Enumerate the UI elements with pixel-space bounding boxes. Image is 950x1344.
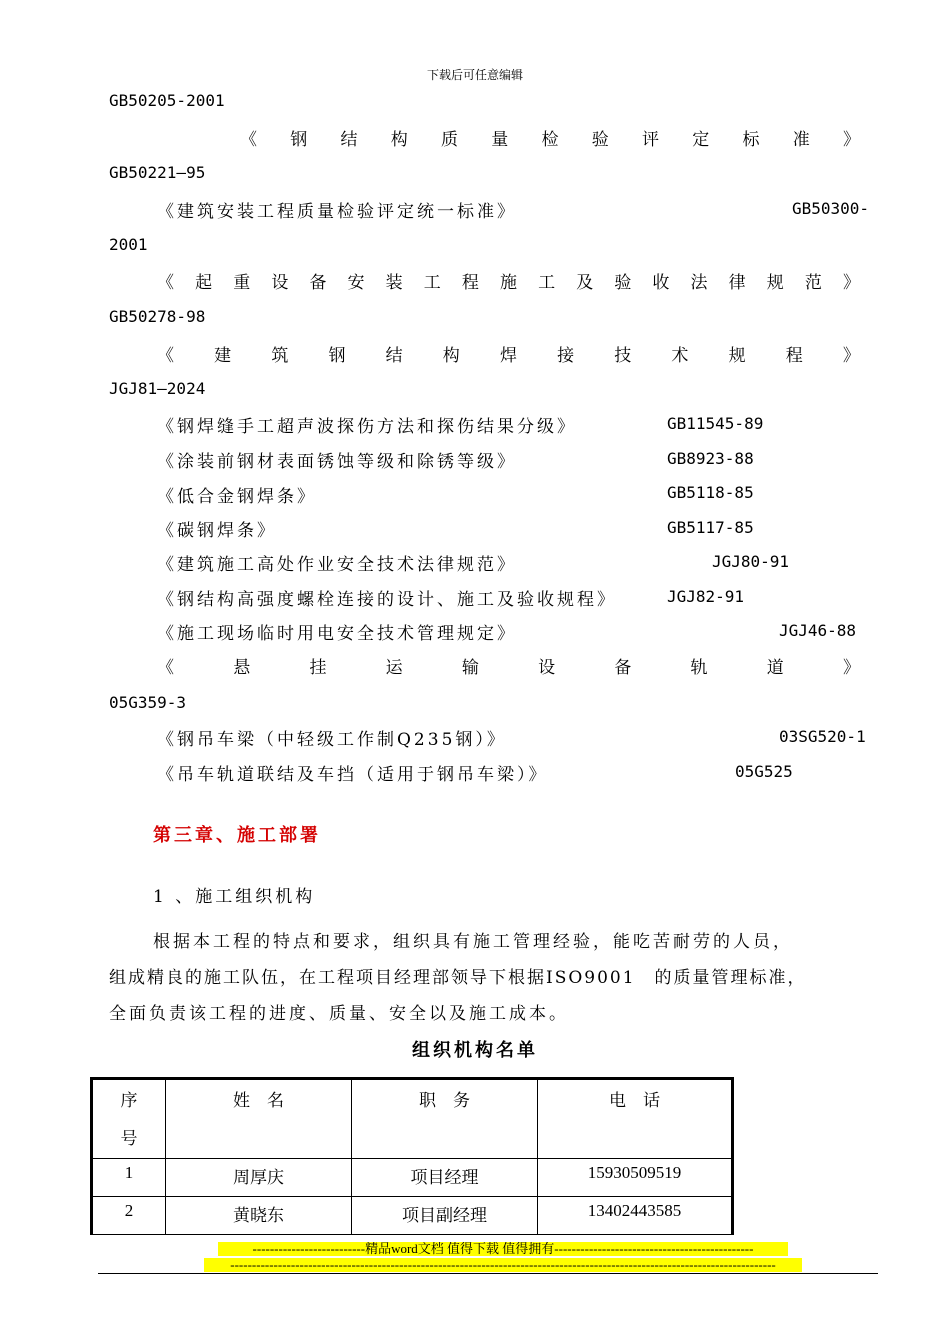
title-char: 评 [642, 130, 659, 150]
title-char: 备 [309, 273, 327, 293]
title-char: 装 [385, 273, 403, 293]
cell-name: 黄晓东 [166, 1197, 352, 1235]
ref-list-title: 《低合金钢焊条》 [157, 487, 317, 507]
title-char: 构 [390, 130, 408, 150]
ref-code-2b: 2001 [109, 235, 148, 254]
cell-name: 周厚庆 [166, 1159, 352, 1197]
title-char: 筑 [271, 346, 289, 366]
title-char: 钢 [290, 130, 308, 150]
title-char: 备 [614, 658, 632, 678]
ref-list-title: 《碳钢焊条》 [157, 521, 277, 541]
title-char: 悬 [233, 658, 251, 678]
title-char: 程 [461, 273, 479, 293]
title-char: 准 [792, 130, 810, 150]
title-char: 运 [385, 658, 403, 678]
header-name: 姓 名 [166, 1079, 352, 1159]
section-heading: 1 、施工组织机构 [153, 887, 316, 907]
header-seq-line-1: 序 [120, 1091, 138, 1111]
title-char: 《 [157, 658, 174, 678]
ref-title-1 [240, 125, 860, 150]
title-char: 律 [728, 273, 746, 293]
ref-title-5 [157, 653, 860, 678]
title-char: 规 [766, 273, 784, 293]
ref-code-0: GB50205-2001 [109, 91, 225, 110]
title-char: 工 [538, 273, 556, 293]
title-char: 验 [591, 130, 609, 150]
cell-seq: 2 [92, 1197, 166, 1235]
title-char: 接 [557, 346, 575, 366]
title-char: 输 [461, 658, 479, 678]
ref-code-3: GB50278-98 [109, 307, 206, 326]
organization-table [90, 1077, 734, 1235]
title-char: 法 [690, 273, 708, 293]
title-char: 钢 [328, 346, 346, 366]
body-paragraph-line-2: 组成精良的施工队伍，在工程项目经理部领导下根据ISO9001 的质量管理标准， [109, 968, 807, 988]
title-char: 范 [804, 273, 822, 293]
title-char: 》 [843, 130, 860, 150]
title-char: 工 [423, 273, 441, 293]
cell-seq: 1 [92, 1159, 166, 1197]
title-char: 收 [652, 273, 670, 293]
title-char: 技 [614, 346, 632, 366]
cell-role: 项目副经理 [352, 1197, 538, 1235]
title-char: 《 [240, 130, 257, 150]
ref-list-code: GB5118-85 [667, 483, 754, 502]
table-title: 组织机构名单 [412, 1040, 538, 1061]
title-char: 设 [271, 273, 289, 293]
title-char: 构 [442, 346, 460, 366]
title-char: 施 [499, 273, 517, 293]
title-char: 轨 [690, 658, 708, 678]
ref-list-title: 《建筑施工高处作业安全技术法律规范》 [157, 555, 517, 575]
title-char: 》 [842, 346, 860, 366]
ref-list-title: 《钢结构高强度螺栓连接的设计、施工及验收规程》 [157, 590, 617, 610]
header-seq [92, 1079, 166, 1159]
header-role: 职 务 [352, 1079, 538, 1159]
ref-list-code: JGJ80-91 [712, 552, 790, 571]
ref-list-title: 《涂装前钢材表面锈蚀等级和除锈等级》 [157, 452, 517, 472]
ref-list-code: GB11545-89 [667, 414, 764, 433]
ref-title-4 [157, 341, 860, 366]
ref-code-7: 05G525 [735, 762, 793, 781]
footer-banner-line-2: ------------------------------------------------------------------------------------------------------------------------------ [204, 1258, 802, 1272]
title-char: 检 [541, 130, 559, 150]
title-char: 建 [214, 346, 232, 366]
title-char: 》 [842, 273, 860, 293]
table-row [92, 1197, 733, 1235]
table-header-row [92, 1079, 733, 1159]
title-char: 规 [728, 346, 746, 366]
title-char: 术 [671, 346, 689, 366]
ref-code-1: GB50221—95 [109, 163, 206, 182]
footer-rule [98, 1273, 878, 1274]
body-paragraph-line-3: 全面负责该工程的进度、质量、安全以及施工成本。 [109, 1004, 569, 1024]
ref-title-7: 《吊车轨道联结及车挡（适用于钢吊车梁）》 [157, 765, 549, 785]
ref-list-title: 《施工现场临时用电安全技术管理规定》 [157, 624, 517, 644]
title-char: 结 [340, 130, 358, 150]
footer-banner-line-1: --------------------------精品word文档 值得下载 值得拥有---------------------------------------------- [218, 1242, 788, 1256]
title-char: 》 [842, 658, 860, 678]
table-row [92, 1159, 733, 1197]
title-char: 挂 [309, 658, 327, 678]
title-char: 质 [441, 130, 458, 150]
ref-list-code: JGJ46-88 [779, 621, 857, 640]
ref-title-3 [157, 268, 860, 293]
ref-list-title: 《钢焊缝手工超声波探伤方法和探伤结果分级》 [157, 417, 577, 437]
page-header: 下载后可任意编辑 [426, 68, 523, 82]
cell-role: 项目经理 [352, 1159, 538, 1197]
title-char: 量 [491, 130, 509, 150]
ref-list-code: JGJ82-91 [667, 587, 745, 606]
ref-title-6: 《钢吊车梁（中轻级工作制Q235钢）》 [157, 730, 507, 750]
ref-code-2a: GB50300- [792, 199, 870, 218]
ref-code-6: 03SG520-1 [779, 727, 866, 746]
title-char: 定 [692, 130, 710, 150]
header-phone: 电 话 [538, 1079, 733, 1159]
title-char: 安 [347, 273, 365, 293]
title-char: 重 [233, 273, 251, 293]
ref-code-4: JGJ81—2024 [109, 379, 206, 398]
title-char: 程 [785, 346, 803, 366]
title-char: 标 [742, 130, 760, 150]
ref-title-2: 《建筑安装工程质量检验评定统一标准》 [157, 202, 517, 222]
header-seq-line-2: 号 [120, 1129, 138, 1149]
title-char: 结 [385, 346, 403, 366]
ref-list-code: GB8923-88 [667, 449, 754, 468]
title-char: 道 [766, 658, 784, 678]
ref-code-5: 05G359-3 [109, 693, 187, 712]
title-char: 《 [157, 346, 174, 366]
cell-phone: 13402443585 [538, 1197, 733, 1235]
title-char: 起 [195, 273, 213, 293]
title-char: 验 [614, 273, 632, 293]
title-char: 及 [576, 273, 594, 293]
title-char: 设 [538, 658, 556, 678]
chapter-heading: 第三章、施工部署 [153, 825, 321, 846]
ref-list-code: GB5117-85 [667, 518, 754, 537]
cell-phone: 15930509519 [538, 1159, 733, 1197]
title-char: 《 [157, 273, 174, 293]
body-paragraph-line-1: 根据本工程的特点和要求，组织具有施工管理经验，能吃苦耐劳的人员， [153, 932, 793, 952]
title-char: 焊 [499, 346, 517, 366]
